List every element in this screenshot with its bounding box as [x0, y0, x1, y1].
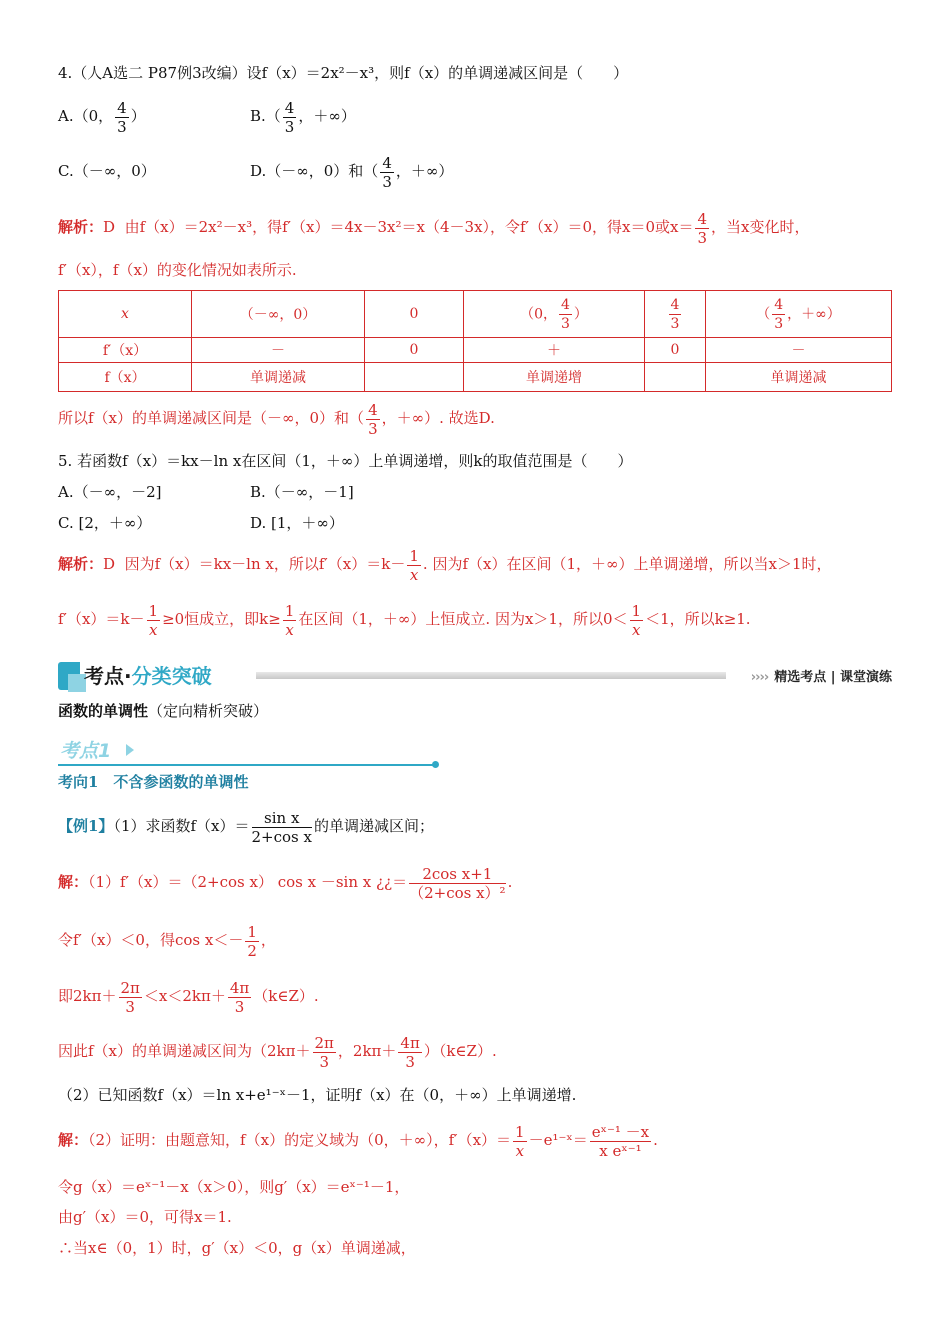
- sol5-line1: 解析：D 因为f（x）＝kx－ln x，所以f′（x）＝k－ $\frac{1}{x}$ . 因为f（x）在区间（1，＋∞）上单调递增，所以当x＞1时，: [58, 546, 832, 584]
- table-cell: f（x）: [59, 363, 192, 392]
- table-cell: x: [59, 291, 192, 338]
- table-cell: $\frac{4}{3}$: [645, 291, 706, 338]
- ex1-sol-line4: 因此f（x）的单调递减区间为（2kπ＋ $\frac{2\pi}{3}$ ，2kπ＋ $\frac{4\pi}{3}$ ）（k∈Z）.: [58, 1033, 497, 1071]
- table-cell: 单调递减: [706, 363, 892, 392]
- table-cell: （ $\frac{4}{3}$ ，＋∞）: [706, 291, 892, 338]
- table-cell: [645, 363, 706, 392]
- variation-table: [58, 290, 892, 392]
- table-cell: ＋: [464, 338, 645, 363]
- q5-option-a: A.（－∞，－2]: [58, 483, 162, 501]
- table-cell: －: [706, 338, 892, 363]
- q5-option-d: D. [1，＋∞）: [250, 514, 344, 532]
- table-row: [59, 363, 892, 392]
- table-row: [59, 291, 892, 338]
- ex1-part1: 【例1】（1）求函数f（x）＝ $\frac{\text{sin x}}{\text{2+cos x}}$ 的单调递减区间；: [58, 808, 434, 846]
- banner-divider: [256, 672, 726, 679]
- banner-title: 考点·分类突破: [84, 664, 212, 688]
- ex1-part2: （2）已知函数f（x）＝ln x+e¹⁻ˣ－1，证明f（x）在（0，＋∞）上单调递增.: [58, 1086, 577, 1104]
- table-cell: 0: [645, 338, 706, 363]
- ex1-sol-line3: 即2kπ＋ $\frac{2\pi}{3}$ ＜x＜2kπ＋ $\frac{4\pi}{3}$ （k∈Z）.: [58, 978, 319, 1016]
- table-cell: [365, 363, 464, 392]
- q5-stem: 5. 若函数f（x）＝kx－ln x在区间（1，＋∞）上单调递增，则k的取值范围是（ ）: [58, 452, 633, 470]
- q4-option-c: C.（－∞，0）: [58, 162, 156, 180]
- table-cell: 0: [365, 291, 464, 338]
- chevrons-icon: ››››: [750, 670, 769, 685]
- kaodian-label: 考点1: [58, 736, 438, 770]
- q5-option-b: B.（－∞，－1]: [250, 483, 354, 501]
- sol4-line1: 解析：D 由f（x）＝2x²－x³，得f′（x）＝4x－3x²＝x（4－3x），令f′（x）＝0，得x＝0或x＝ $\frac{4}{3}$ ，当x变化时，: [58, 209, 810, 247]
- section-heading: 函数的单调性（定向精析突破）: [58, 702, 269, 720]
- ex1-sol-line1: 解：（1）f′（x）＝（2+cos x） cos x －sin x ¿¿＝ $\frac{\text{2cos x+1}}{\text{（2+cos x）²}}$ .: [58, 864, 513, 902]
- table-cell: f′（x）: [59, 338, 192, 363]
- ex1-proof-line4: ∴当x∈（0，1）时，g′（x）＜0，g（x）单调递减，: [58, 1239, 416, 1257]
- q4-option-b: B.（ $\frac{4}{3}$ ，＋∞）: [250, 98, 356, 136]
- table-cell: （0， $\frac{4}{3}$ ）: [464, 291, 645, 338]
- q4-option-a: A.（0， $\frac{4}{3}$ ）: [58, 98, 146, 136]
- table-cell: （－∞，0）: [192, 291, 365, 338]
- kaoxiang-title: 考向1 不含参函数的单调性: [58, 773, 249, 791]
- table-row: [59, 338, 892, 363]
- sol4-line2: f′（x），f（x）的变化情况如表所示.: [58, 261, 297, 279]
- ex1-proof-line2: 令g（x）＝eˣ⁻¹－x（x＞0），则g′（x）＝eˣ⁻¹－1，: [58, 1178, 410, 1196]
- sol4-conclusion: 所以f（x）的单调递减区间是（－∞，0）和（ $\frac{4}{3}$ ，＋∞）. 故选D.: [58, 400, 495, 438]
- sol5-line2: f′（x）＝k－ $\frac{1}{x}$ ≥0恒成立，即k≥ $\frac{1}{x}$ 在区间（1，＋∞）上恒成立. 因为x＞1，所以0＜ $\frac{1}{x}$ ＜1，所以k≥1.: [58, 601, 751, 639]
- ex1-sol-line2: 令f′（x）＜0，得cos x＜－ $\frac{1}{2}$ ，: [58, 922, 276, 960]
- triangle-icon: [126, 744, 134, 756]
- q4-stem: 4.（人A选二 P87例3改编）设f（x）＝2x²－x³，则f（x）的单调递减区间是（ ）: [58, 64, 629, 82]
- ex1-proof-line3: 由g′（x）＝0，可得x＝1.: [58, 1208, 232, 1226]
- q5-option-c: C. [2，＋∞）: [58, 514, 152, 532]
- table-cell: 0: [365, 338, 464, 363]
- section-banner: [58, 660, 892, 696]
- table-cell: －: [192, 338, 365, 363]
- table-cell: 单调递减: [192, 363, 365, 392]
- banner-right-label: ›››› 精选考点 | 课堂演练: [750, 670, 892, 685]
- ex1-proof-line1: 解：（2）证明：由题意知，f（x）的定义域为（0，＋∞），f′（x）＝ $\frac{1}{x}$ －e¹⁻ˣ＝ $\frac{\text{eˣ⁻¹ －x}}{\text{x eˣ⁻¹}}$ .: [58, 1122, 658, 1160]
- table-cell: 单调递增: [464, 363, 645, 392]
- q4-option-d: D.（－∞，0）和（ $\frac{4}{3}$ ，＋∞）: [250, 153, 454, 191]
